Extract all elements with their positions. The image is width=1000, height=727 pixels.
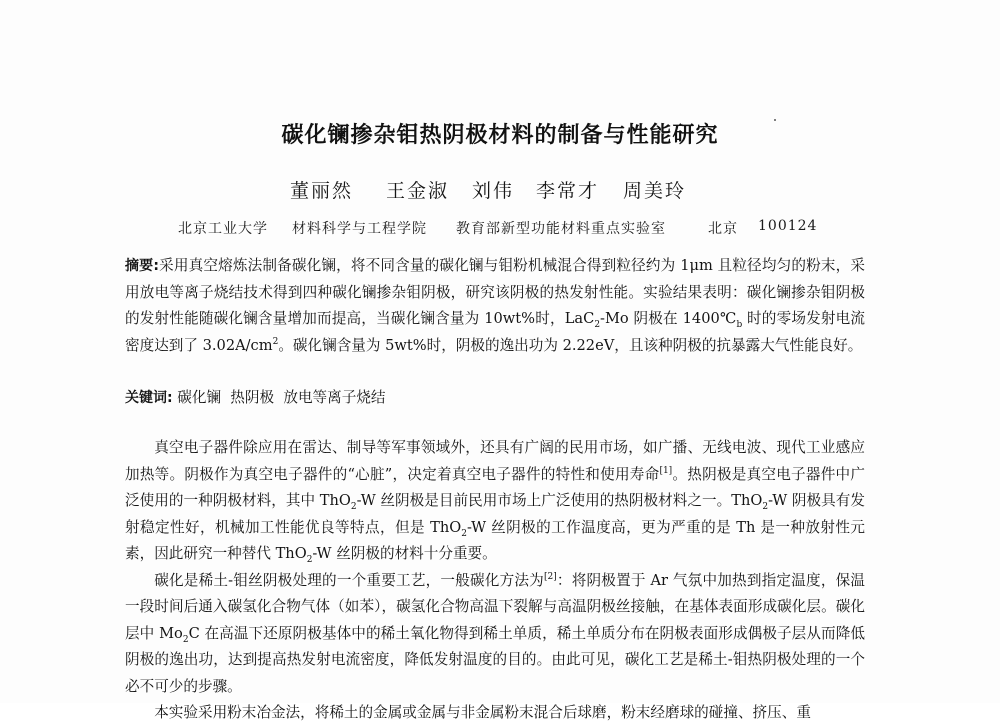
keywords-label: 关键词: [125, 390, 173, 406]
author-name: 董丽然 [290, 180, 354, 202]
abstract-text: 采用真空熔炼法制备碳化镧，将不同含量的碳化镧与钼粉机械混合得到粒径约为 1μm 且粒径均匀的粉末，采用放电等离子烧结技术得到四种碳化镧掺杂钼阴极，研究该阴极的热发射性能。实验结果表明：碳化镧掺杂钼阴极的发射性能随碳化镧含量增加而提高，当碳化镧含量为 10wt%时，LaC [125, 257, 865, 327]
abstract-text: 时的零场发射电流密度达到了 3.02A/cm [125, 310, 866, 354]
subscript: 2 [182, 634, 189, 645]
text-run: -W 丝阴极是目前民用市场上广泛使用的热阴极材料之一。ThO [356, 492, 763, 509]
affiliation-university: 北京工业大学 [178, 221, 268, 237]
author-name: 王金淑 [386, 180, 450, 202]
subscript: 2 [762, 501, 769, 512]
text-run: ：将阴极置于 Ar 气氛中加热到指定温度，保温一段时间后通入碳氢化合物气体（如苯），碳氢化合物高温下裂解与高温阴极丝接触，在基体表面形成碳化层。碳化层中 Mo [125, 571, 865, 642]
paragraph [125, 568, 865, 701]
author-name: 李常才 [536, 180, 600, 202]
text-run: 本实验采用粉末冶金法，将稀土的金属或金属与非金属粉末混合后球磨，粉末经磨球的碰撞、挤压、重 [154, 704, 811, 721]
subscript: b [736, 319, 743, 330]
scan-speck [774, 119, 776, 121]
text-run: C 在高温下还原阴极基体中的稀土氧化物得到稀土单质，稀土单质分布在阴极表面形成偶极子层从而降低阴极的逸出功，达到提高热发射电流密度，降低发射温度的目的。由此可见，碳化工艺是稀土-钼热阴极处理的一个必不可少的步骤。 [125, 624, 866, 695]
body-text [125, 435, 865, 727]
affiliation-city: 北京 [708, 221, 738, 237]
abstract-text: -Mo 阴极在 1400℃ [600, 310, 737, 327]
author-name: 周美玲 [623, 180, 687, 202]
citation: [1] [659, 465, 673, 476]
paper-title: 碳化镧掺杂钼热阴极材料的制备与性能研究 [281, 123, 719, 148]
affiliation-postcode: 100124 [758, 218, 818, 234]
paragraph [125, 700, 865, 727]
keywords [125, 386, 386, 407]
subscript: 2 [306, 554, 313, 565]
abstract [125, 253, 865, 359]
keywords-text: 碳化镧 热阴极 放电等离子烧结 [177, 389, 386, 406]
subscript: 2 [461, 528, 467, 539]
abstract-text: 。碳化镧含量为 5wt%时，阴极的逸出功为 2.22eV，且该种阴极的抗暴露大气性能良好。 [278, 336, 863, 354]
abstract-label: 摘要: [125, 258, 159, 274]
author-list [290, 176, 710, 202]
subscript: 2 [350, 501, 357, 512]
subscript: 2 [594, 319, 601, 330]
text-run: 碳化是稀土-钼丝阴极处理的一个重要工艺，一般碳化方法为 [154, 571, 544, 589]
affiliation-lab: 教育部新型功能材料重点实验室 [456, 221, 666, 237]
affiliation-school: 材料科学与工程学院 [292, 221, 427, 237]
text-run: -W 丝阴极的工作温度高，更为严重的是 Th 是一种放射性元素，因此研究一种替代 ThO [125, 518, 865, 562]
text-run: 。热阴极是真空电子器件中广泛使用的一种阴极材料，其中 ThO [125, 465, 865, 509]
author-name: 刘伟 [472, 180, 515, 202]
citation: [2] [543, 571, 557, 582]
superscript: 2 [272, 336, 279, 347]
text-run: 真空电子器件除应用在雷达、制导等军事领域外，还具有广阔的民用市场，如广播、无线电波、现代工业感应加热等。阴极作为真空电子器件的“心脏”，决定着真空电子器件的特性和使用寿命 [125, 439, 865, 483]
text-run: -W 阴极具有发射稳定性好，机械加工性能优良等特点，但是 ThO [125, 492, 865, 536]
paragraph [125, 435, 865, 568]
text-run: -W 丝阴极的材料十分重要。 [312, 545, 497, 562]
